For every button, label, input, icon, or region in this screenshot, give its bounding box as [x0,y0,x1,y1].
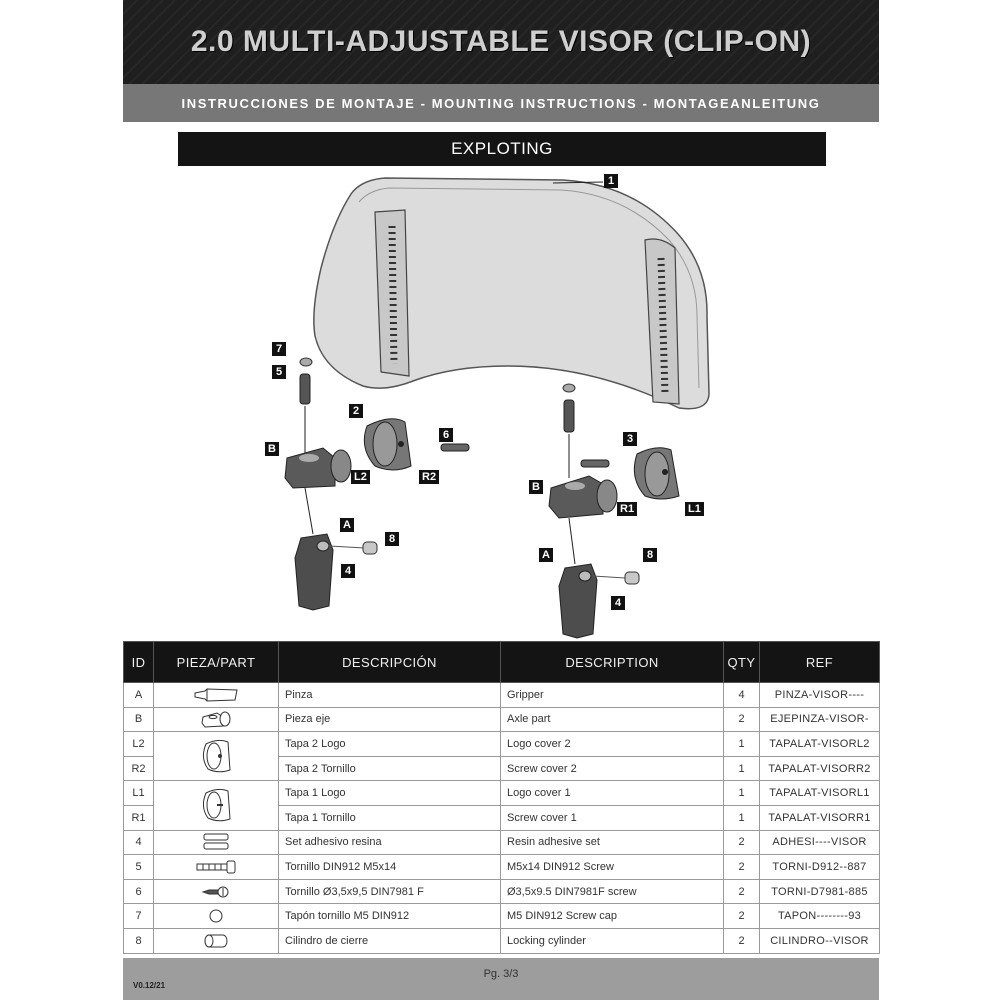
row-desc-es: Pieza eje [279,707,501,732]
table-row [124,904,880,929]
screw-right [564,400,574,432]
row-desc-en: Ø3,5x9.5 DIN7981F screw [501,879,724,904]
screw-6-left [441,444,469,451]
row-desc-en: Logo cover 1 [501,781,724,806]
row-desc-en: Axle part [501,707,724,732]
row-desc-es: Tapa 2 Tornillo [279,756,501,781]
section-heading-bar [178,132,826,166]
row-ref: TAPON--------93 [760,904,880,929]
table-row [124,683,880,708]
subtitle-banner [123,84,879,122]
row-id: 5 [124,855,154,880]
screw-cap-right [563,384,575,392]
screw-left [300,374,310,404]
document-subtitle: INSTRUCCIONES DE MONTAJE - MOUNTING INSTRUCTIONS - MONTAGEANLEITUNG [181,95,821,111]
row-ref: TAPALAT-VISORL1 [760,781,880,806]
screw-small-icon [154,879,279,904]
row-qty: 1 [724,756,760,781]
page-footer [123,958,879,1000]
row-id: L2 [124,732,154,757]
cover-1-icon [154,781,279,830]
row-id: 8 [124,928,154,953]
table-row [124,928,880,953]
table-header-row [124,642,880,683]
header-qty: QTY [724,642,760,683]
row-ref: ADHESI----VISOR [760,830,880,855]
header-description: DESCRIPTION [501,642,724,683]
row-qty: 2 [724,707,760,732]
callout-l1: L1 [685,502,704,516]
callout-3: 3 [623,432,637,446]
row-id: R2 [124,756,154,781]
header-ref: REF [760,642,880,683]
table-row [124,830,880,855]
document-title: 2.0 MULTI-ADJUSTABLE VISOR (CLIP-ON) [190,25,812,58]
row-ref: TORNI-D912--887 [760,855,880,880]
title-banner [123,0,879,84]
row-qty: 2 [724,855,760,880]
table-row [124,855,880,880]
row-ref: CILINDRO--VISOR [760,928,880,953]
gripper-icon [154,683,279,708]
table-row [124,707,880,732]
callout-6: 6 [439,428,453,442]
cylinder-icon [154,928,279,953]
row-desc-en: M5 DIN912 Screw cap [501,904,724,929]
section-heading: EXPLOTING [451,139,553,158]
parts-table [123,641,880,954]
callout-7: 7 [272,342,286,356]
callout-1: 1 [604,174,618,188]
version-label: V0.12/21 [133,981,166,990]
row-desc-es: Tapón tornillo M5 DIN912 [279,904,501,929]
screw-6-right [581,460,609,467]
adhesive-icon [154,830,279,855]
table-row [124,781,880,806]
row-qty: 4 [724,683,760,708]
row-qty: 2 [724,904,760,929]
row-desc-es: Tornillo Ø3,5x9,5 DIN7981 F [279,879,501,904]
row-id: 6 [124,879,154,904]
row-ref: EJEPINZA-VISOR- [760,707,880,732]
row-ref: TAPALAT-VISORL2 [760,732,880,757]
row-desc-es: Pinza [279,683,501,708]
row-id: A [124,683,154,708]
callout-l2: L2 [351,470,370,484]
table-row [124,732,880,757]
cover-2-icon [154,732,279,781]
callout-4-left: 4 [341,564,355,578]
callout-5: 5 [272,365,286,379]
callout-8-right: 8 [643,548,657,562]
callout-b-right: B [529,480,543,494]
row-ref: TAPALAT-VISORR1 [760,805,880,830]
axle-part-icon [154,707,279,732]
row-ref: PINZA-VISOR---- [760,683,880,708]
row-desc-en: Gripper [501,683,724,708]
cylinder-left [363,542,377,554]
callout-4-right: 4 [611,596,625,610]
row-desc-en: Logo cover 2 [501,732,724,757]
callout-b-left: B [265,442,279,456]
row-desc-en: Screw cover 1 [501,805,724,830]
callout-a-left: A [340,518,354,532]
table-row [124,879,880,904]
screw-m5-icon [154,855,279,880]
row-qty: 2 [724,830,760,855]
page-number: Pg. 3/3 [483,968,519,980]
header-descripcion: DESCRIPCIÓN [279,642,501,683]
callout-8-left: 8 [385,532,399,546]
row-desc-en: Screw cover 2 [501,756,724,781]
callout-2: 2 [349,404,363,418]
row-desc-en: M5x14 DIN912 Screw [501,855,724,880]
instruction-sheet [123,0,879,1000]
exploded-view-diagram [123,166,879,641]
row-id: 7 [124,904,154,929]
callout-r1: R1 [617,502,637,516]
header-id: ID [124,642,154,683]
header-part: PIEZA/PART [154,642,279,683]
exploded-view-drawing [123,166,879,641]
cylinder-right [625,572,639,584]
row-id: R1 [124,805,154,830]
screw-cap-icon [154,904,279,929]
row-desc-es: Tornillo DIN912 M5x14 [279,855,501,880]
screw-cap-left [300,358,312,366]
row-desc-en: Locking cylinder [501,928,724,953]
row-desc-es: Tapa 1 Tornillo [279,805,501,830]
row-qty: 1 [724,781,760,806]
row-desc-en: Resin adhesive set [501,830,724,855]
row-ref: TORNI-D7981-885 [760,879,880,904]
row-desc-es: Tapa 1 Logo [279,781,501,806]
row-desc-es: Cilindro de cierre [279,928,501,953]
row-id: 4 [124,830,154,855]
row-desc-es: Set adhesivo resina [279,830,501,855]
row-qty: 1 [724,732,760,757]
row-qty: 1 [724,805,760,830]
row-id: B [124,707,154,732]
row-desc-es: Tapa 2 Logo [279,732,501,757]
row-id: L1 [124,781,154,806]
row-qty: 2 [724,928,760,953]
callout-r2: R2 [419,470,439,484]
axle-part-left [285,448,335,488]
callout-a-right: A [539,548,553,562]
row-ref: TAPALAT-VISORR2 [760,756,880,781]
row-qty: 2 [724,879,760,904]
